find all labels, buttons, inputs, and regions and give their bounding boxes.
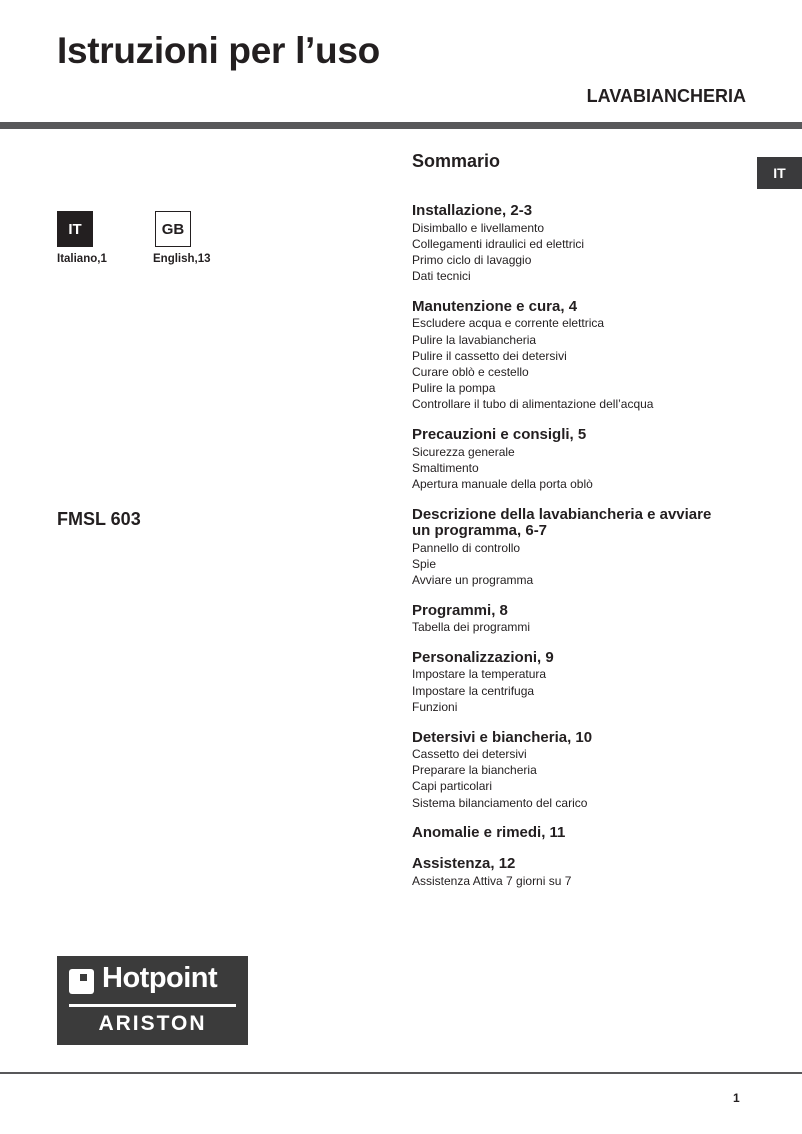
toc-item: Impostare la centrifuga [412,683,535,698]
toc-section [412,825,732,842]
toc-item: Primo ciclo di lavaggio [412,252,532,267]
toc-section-title: Anomalie e rimedi, 11 [412,824,566,842]
toc-item: Capi particolari [412,779,493,794]
toc-section [412,856,732,889]
toc-section-title: Manutenzione e cura, 4 [412,297,578,315]
toc-section-title: Programmi, 8 [412,601,508,619]
model-name: FMSL 603 [57,509,141,529]
language-box-it: IT [57,211,93,247]
toc-item: Collegamenti idraulici ed elettrici [412,236,585,251]
toc-item: Tabella dei programmi [412,620,531,635]
language-label-it: Italiano,1 [57,253,107,265]
logo-brand-text: Hotpoint [102,962,218,994]
toc-item: Avviare un programma [412,573,534,588]
toc-section [412,203,732,284]
toc-section [412,507,732,589]
toc-item: Spie [412,556,437,571]
toc-item: Smaltimento [412,460,479,475]
toc-item: Funzioni [412,699,458,714]
logo-divider [69,1004,236,1007]
toc-item: Pulire la pompa [412,381,496,396]
toc-item: Sicurezza generale [412,444,515,459]
toc-title: Sommario [412,151,501,171]
toc-section [412,650,732,715]
toc-item: Escludere acqua e corrente elettrica [412,316,605,331]
toc-item: Pannello di controllo [412,540,521,555]
logo-sub-text: ARISTON [98,1012,207,1035]
table-of-contents [412,203,732,904]
toc-section-title: Personalizzazioni, 9 [412,648,554,666]
page-title: Istruzioni per l’uso [57,30,380,71]
toc-item: Disimballo e livellamento [412,220,545,235]
toc-item: Sistema bilanciamento del carico [412,795,588,810]
toc-section [412,603,732,636]
toc-item: Pulire la lavabiancheria [412,332,537,347]
language-label-gb: English,13 [153,253,211,265]
toc-item: Controllare il tubo di alimentazione dell’acqua [412,397,654,412]
toc-item: Preparare la biancheria [412,763,537,778]
toc-item: Curare oblò e cestello [412,364,529,379]
header-divider [0,122,802,129]
language-box-gb: GB [155,211,191,247]
toc-item: Dati tecnici [412,269,471,284]
toc-section [412,299,732,413]
language-side-tab: IT [757,157,802,189]
page-number: 1 [733,1091,740,1105]
toc-section-title: Precauzioni e consigli, 5 [412,426,587,444]
brand-logo [57,956,248,1045]
toc-item: Assistenza Attiva 7 giorni su 7 [412,873,572,888]
toc-section-title: Assistenza, 12 [412,855,516,873]
toc-item: Apertura manuale della porta oblò [412,476,593,491]
footer-divider [0,1072,802,1074]
toc-section [412,427,732,492]
toc-section-title: Detersivi e biancheria, 10 [412,728,593,746]
toc-section-title: Descrizione della lavabiancheria e avviare un programma, 6-7 [412,505,712,540]
logo-mark-icon [69,969,94,994]
toc-section [412,730,732,811]
toc-item: Impostare la temperatura [412,667,547,682]
toc-item: Pulire il cassetto dei detersivi [412,348,567,363]
toc-item: Cassetto dei detersivi [412,747,527,762]
toc-section-title: Installazione, 2-3 [412,202,533,219]
product-category: LAVABIANCHERIA [586,86,746,106]
